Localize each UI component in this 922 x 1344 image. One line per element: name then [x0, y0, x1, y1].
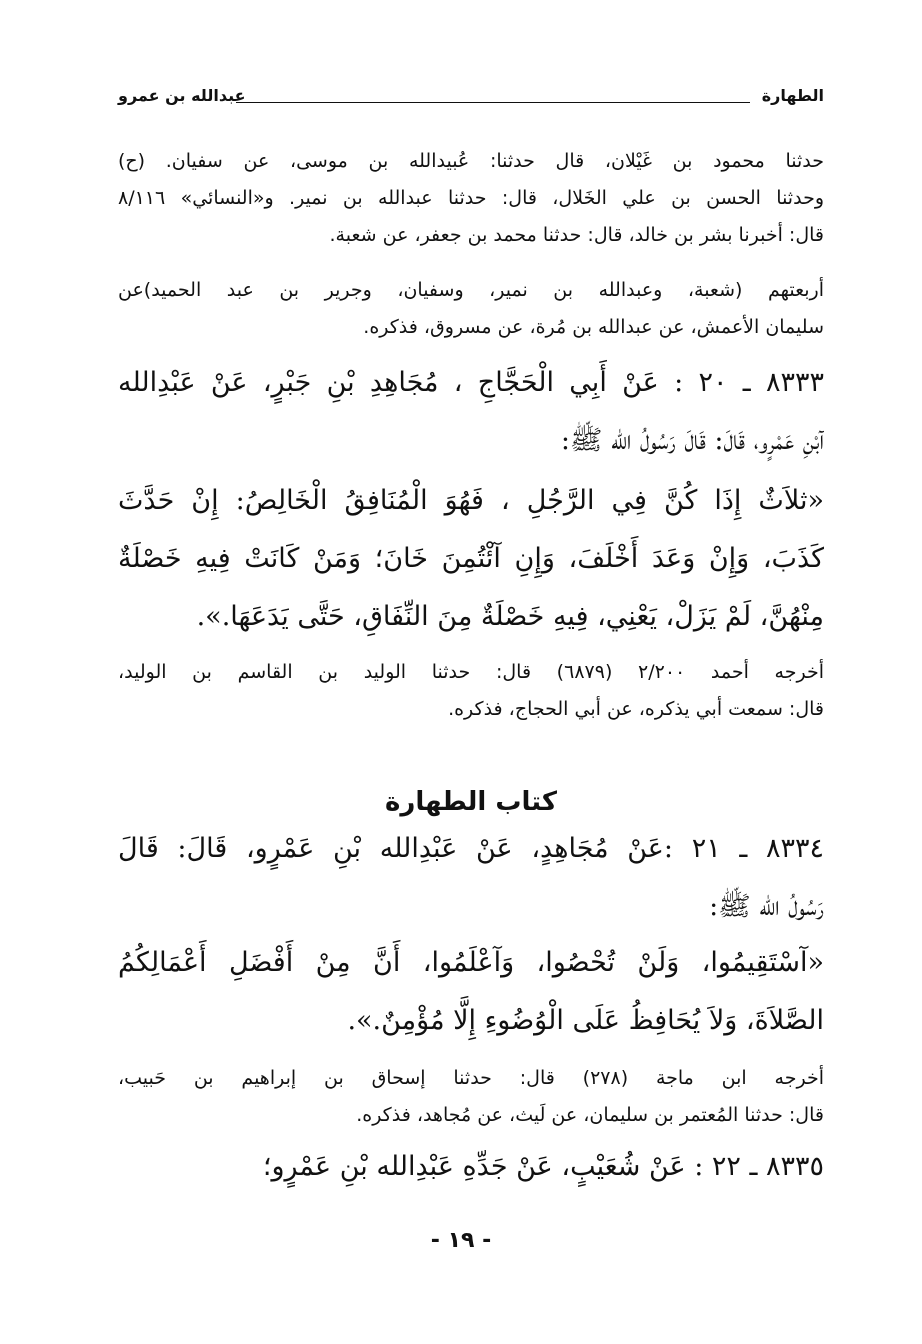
- takhrij-8334: [118, 1060, 824, 1134]
- text-line: ٨٣٣٤ ـ ٢١ :عَنْ مُجَاهِدٍ، عَنْ عَبْدِالله بْنِ عَمْرٍو، قَالَ: قَالَ: [118, 833, 824, 864]
- text-line: قال: حدثنا المُعتمر بن سليمان، عن لَيث، عن مُجاهد، فذكره.: [356, 1104, 824, 1126]
- hadith-8335-chain: [118, 1138, 824, 1196]
- hadith-8334-chain: [118, 820, 824, 936]
- text-line: «آسْتَقِيمُوا، وَلَنْ تُحْصُوا، وَآعْلَمُوا، أَنَّ مِنْ أَفْضَلِ أَعْمَالِكُمُ: [118, 947, 824, 978]
- text-line: أربعتهم (شعبة، وعبدالله بن نمير، وسفيان، وجرير بن عبد الحميد)عن: [118, 279, 824, 301]
- header-rule: [236, 102, 750, 103]
- text-line: سليمان الأعمش، عن عبدالله بن مُرة، عن مسروق، فذكره.: [363, 316, 824, 338]
- text-line: حدثنا محمود بن غَيْلان، قال حدثنا: عُبيدالله بن موسى، عن سفيان. (ح): [118, 150, 824, 172]
- hadith-8333-chain: [118, 354, 824, 470]
- text-line: وحدثنا الحسن بن علي الخَلال، قال: حدثنا عبدالله بن نمير. و«النسائي» ٨/١١٦: [118, 187, 824, 209]
- hadith-8334-text: [118, 934, 824, 1050]
- text-line: ٨٣٣٣ ـ ٢٠ : عَنْ أَبِي الْحَجَّاجِ ، مُجَاهِدِ بْنِ جَبْرٍ، عَنْ عَبْدِالله: [118, 367, 824, 398]
- header-companion-name: عبدالله بن عمرو: [118, 86, 246, 105]
- text-line: أخرجه ابن ماجة (٢٧٨) قال: حدثنا إسحاق بن إبراهيم بن حَبيب،: [118, 1067, 824, 1089]
- isnad-paragraph-2: [118, 272, 824, 346]
- text-line: «ثلاَثٌ إِذَا كُنَّ فِي الرَّجُلِ ، فَهُوَ الْمُنَافِقُ الْخَالِصُ: إِنْ حَدَّثَ: [118, 485, 824, 516]
- hadith-8333-text: [118, 472, 824, 646]
- text-line: رَسُولُ الله ﷺ:: [709, 891, 824, 922]
- text-line: ٨٣٣٥ ـ ٢٢ : عَنْ شُعَيْبٍ، عَنْ جَدِّهِ عَبْدِالله بْنِ عَمْرٍو؛: [262, 1151, 824, 1182]
- text-line: كَذَبَ، وَإِنْ وَعَدَ أَخْلَفَ، وَإِنِ آئْتُمِنَ خَانَ؛ وَمَنْ كَانَتْ فِيهِ خَصْلَةٌ: [118, 543, 824, 574]
- text-line: مِنْهُنَّ، لَمْ يَزَلْ، يَعْنِي، فِيهِ خَصْلَةٌ مِنَ النِّفَاقِ، حَتَّى يَدَعَهَا.».: [196, 601, 824, 632]
- running-header: [118, 86, 824, 112]
- takhrij-8333: [118, 654, 824, 728]
- isnad-paragraph-1: [118, 143, 824, 254]
- text-line: آبْنِ عَمْرٍو، قَالَ: قَالَ رَسُولُ الله ﷺ:: [560, 425, 824, 456]
- text-line: الصَّلاَةَ، وَلاَ يُحَافِظُ عَلَى الْوُضُوءِ إِلَّا مُؤْمِنٌ.».: [347, 1005, 824, 1036]
- text-line: أخرجه أحمد ٢/٢٠٠ (٦٨٧٩) قال: حدثنا الوليد بن القاسم بن الوليد،: [118, 661, 824, 683]
- header-chapter-title: الطهارة: [761, 86, 824, 105]
- text-line: قال: أخبرنا بشر بن خالد، قال: حدثنا محمد بن جعفر، عن شعبة.: [329, 224, 824, 246]
- section-title: كتاب الطهارة: [385, 787, 557, 817]
- text-line: قال: سمعت أبي يذكره، عن أبي الحجاج، فذكره.: [448, 698, 824, 720]
- page-number: - ١٩ -: [430, 1228, 492, 1253]
